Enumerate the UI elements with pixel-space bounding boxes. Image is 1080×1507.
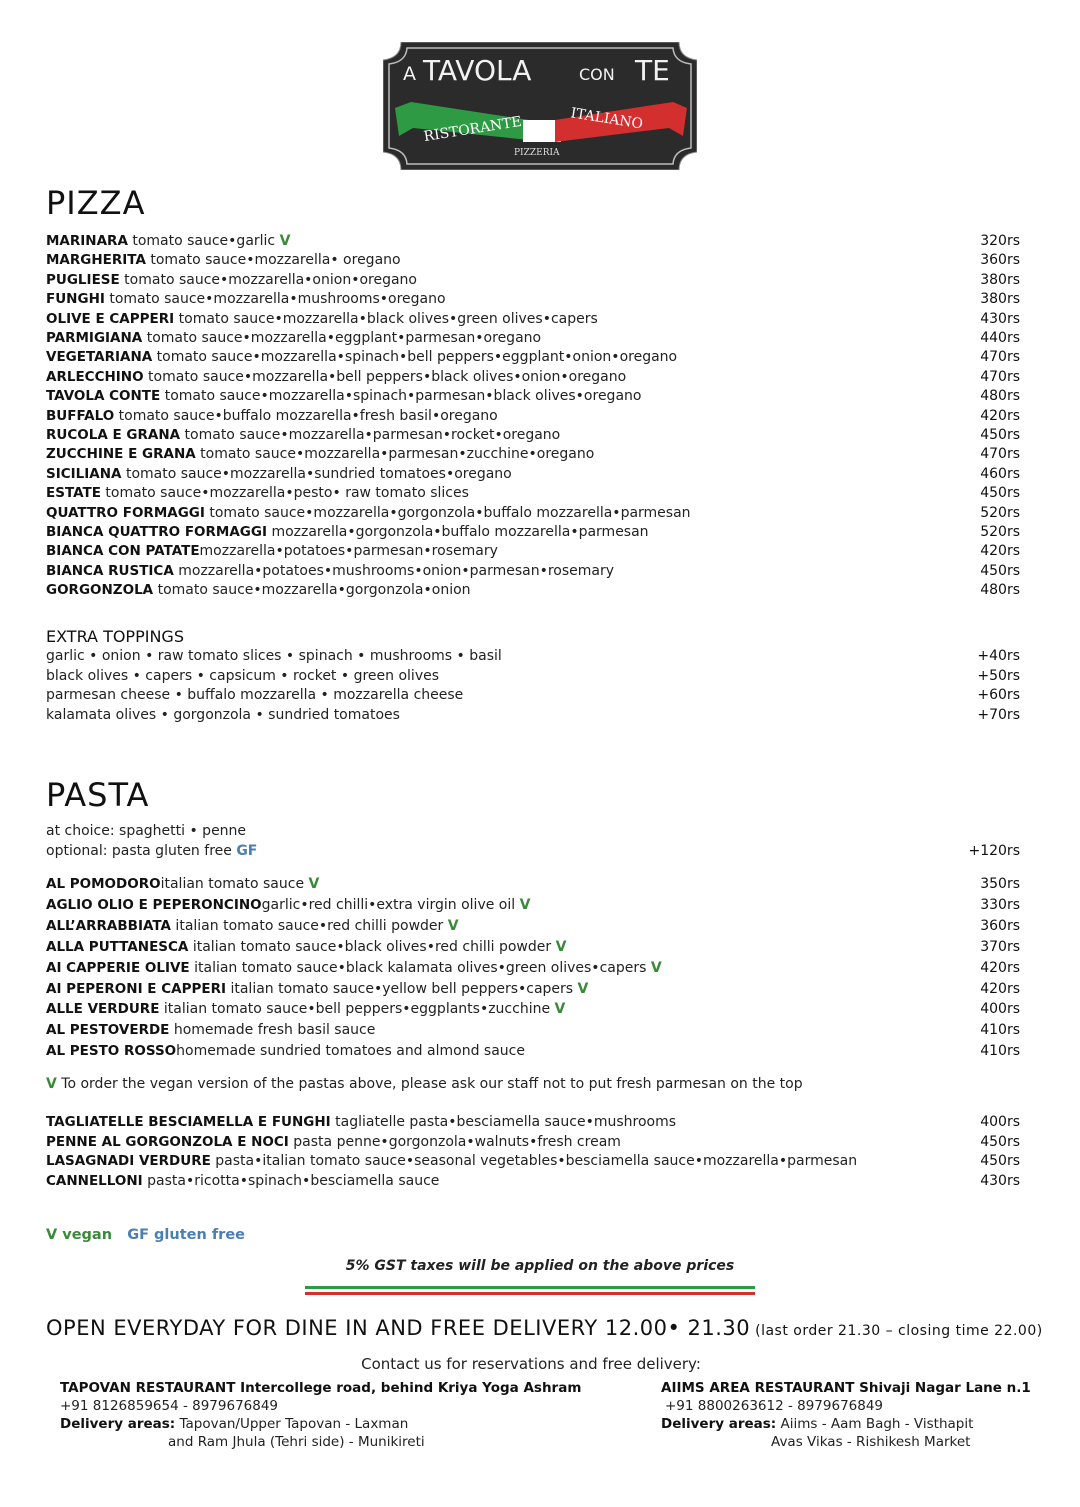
item-description: tomato sauce•buffalo mozzarella•fresh basil•oregano — [114, 407, 498, 424]
item-price: 520rs — [980, 524, 1020, 540]
item-name: AI PEPERONI E CAPPERI — [46, 980, 227, 997]
item-name: CANNELLONI — [46, 1172, 143, 1189]
item-description: italian tomato sauce•black kalamata olives•green olives•capers — [189, 959, 651, 976]
item-description: italian tomato sauce•bell peppers•eggplants•zucchine — [159, 1001, 555, 1018]
item-name: ALLA PUTTANESCA — [46, 938, 189, 955]
item-description: italian tomato sauce•black olives•red chilli powder — [188, 938, 556, 955]
item-description: tomato sauce•mozzarella•gorgonzola•buffalo mozzarella•parmesan — [204, 504, 691, 521]
item-price: 450rs — [980, 1153, 1020, 1169]
item-price: 330rs — [980, 896, 1020, 913]
menu-item — [46, 581, 1020, 600]
logo-word-tavola: TAVOLA — [423, 54, 532, 87]
item-description: tomato sauce•mozzarella•black olives•green olives•capers — [174, 310, 598, 327]
item-description: mozzarella•gorgonzola•buffalo mozzarella•parmesan — [267, 524, 649, 540]
item-description: tomato sauce•mozzarella•eggplant•parmesan•oregano — [142, 330, 542, 346]
menu-item — [46, 542, 1020, 561]
item-price: 350rs — [980, 876, 1020, 892]
item-price: 410rs — [980, 1022, 1020, 1039]
item-price: 430rs — [980, 1172, 1020, 1189]
item-name: AGLIO OLIO E PEPERONCINO — [46, 896, 262, 913]
item-price: 360rs — [980, 252, 1020, 269]
logo-ribbon-right: ITALIANO — [569, 105, 645, 133]
topping-list: parmesan cheese • buffalo mozzarella • mozzarella cheese — [46, 687, 464, 703]
item-price: 400rs — [980, 1001, 1020, 1018]
item-name: BIANCA CON PATATE — [46, 543, 200, 560]
menu-item — [46, 348, 1020, 367]
item-name: AL PESTOVERDE — [46, 1022, 170, 1039]
item-price: 370rs — [980, 938, 1020, 955]
menu-item — [46, 896, 1020, 915]
item-description: tomato sauce•mozzarella•spinach•parmesan•black olives•oregano — [160, 388, 642, 405]
item-name: OLIVE E CAPPERI — [46, 310, 175, 327]
item-description: tomato sauce•mozzarella•parmesan•rocket•oregano — [180, 427, 561, 443]
menu-item — [46, 1042, 1020, 1061]
pizza-section-title: PIZZA — [46, 184, 146, 222]
vegan-tag: V — [555, 938, 567, 955]
menu-item — [46, 251, 1020, 270]
pasta-section-title: PASTA — [46, 776, 150, 814]
legend-vegan: V vegan — [46, 1227, 113, 1243]
item-price: +70rs — [977, 706, 1020, 723]
item-price: 420rs — [980, 959, 1020, 976]
item-name: PENNE AL GORGONZOLA E NOCI — [46, 1133, 289, 1150]
item-description: homemade fresh basil sauce — [169, 1022, 376, 1039]
pasta-choice: at choice: spaghetti • penne — [46, 823, 247, 839]
item-name: AL POMODORO — [46, 876, 161, 892]
item-description: pasta•italian tomato sauce•seasonal vegetables•besciamella sauce•mozzarella•parmesan — [210, 1153, 858, 1169]
item-description: italian tomato sauce•red chilli powder — [170, 917, 448, 934]
item-description: mozzarella•potatoes•parmesan•rosemary — [199, 543, 498, 560]
menu-item — [46, 1113, 1020, 1132]
menu-item — [46, 465, 1020, 484]
item-price: 470rs — [980, 349, 1020, 366]
item-name: BUFFALO — [46, 407, 115, 424]
vegan-tag: V — [577, 980, 589, 997]
tapovan-restaurant-info: TAPOVAN RESTAURANT Intercollege road, behind Kriya Yoga Ashram +91 8126859654 - 8979676849 Delivery areas: Tapovan/Upper Tapovan - Laxman and Ram Jhula (Tehri side) - Munikireti — [60, 1380, 582, 1450]
logo-ribbon-left: RISTORANTE — [422, 113, 523, 146]
topping-list: garlic • onion • raw tomato slices • spinach • mushrooms • basil — [46, 648, 502, 664]
menu-item — [46, 368, 1020, 387]
item-name: BIANCA RUSTICA — [46, 562, 174, 579]
item-description: mozzarella•potatoes•mushrooms•onion•parmesan•rosemary — [173, 562, 615, 579]
item-name: QUATTRO FORMAGGI — [46, 504, 205, 521]
item-description: tomato sauce•mozzarella•parmesan•zucchine•oregano — [195, 446, 595, 463]
item-price: +50rs — [977, 667, 1020, 684]
vegan-tag: V — [308, 876, 320, 892]
menu-item — [46, 504, 1020, 523]
menu-item — [46, 917, 1020, 936]
item-description: tagliatelle pasta•besciamella sauce•mushrooms — [330, 1114, 677, 1130]
topping-list: black olives • capers • capsicum • rocket • green olives — [46, 667, 440, 684]
vegan-note: V To order the vegan version of the pastas above, please ask our staff not to put fresh parmesan on the top — [46, 1076, 803, 1092]
menu-item — [46, 310, 1020, 329]
topping-row — [46, 706, 1020, 725]
item-price: 420rs — [980, 543, 1020, 560]
item-description: garlic•red chilli•extra virgin olive oil — [261, 896, 520, 913]
tapovan-phone: +91 8126859654 - 8979676849 — [60, 1398, 279, 1414]
item-price: 450rs — [980, 1133, 1020, 1150]
logo-word-con: CON — [579, 65, 615, 84]
menu-item — [46, 271, 1020, 290]
topping-row — [46, 667, 1020, 686]
item-price: 380rs — [980, 291, 1020, 308]
item-name: AL PESTO ROSSO — [46, 1043, 177, 1060]
legend — [46, 1227, 245, 1243]
item-description: tomato sauce•mozzarella•mushrooms•oregano — [104, 291, 446, 308]
logo-word-a: A — [403, 63, 416, 85]
item-name: RUCOLA E GRANA — [46, 427, 181, 443]
menu-item — [46, 1000, 1020, 1019]
menu-item — [46, 1021, 1020, 1040]
item-name: PARMIGIANA — [46, 330, 143, 346]
vegan-tag: V — [279, 233, 291, 249]
contact-heading: Contact us for reservations and free delivery: — [361, 1355, 701, 1373]
item-description: pasta penne•gorgonzola•walnuts•fresh cream — [288, 1133, 621, 1150]
item-name: AI CAPPERIE OLIVE — [46, 959, 190, 976]
gluten-free-price: +120rs — [968, 843, 1020, 859]
item-price: +60rs — [977, 687, 1020, 703]
flag-stripe-red — [305, 1292, 755, 1295]
item-price: 380rs — [980, 271, 1020, 288]
item-description: tomato sauce•mozzarella•pesto• raw tomato slices — [100, 485, 469, 502]
item-price: 360rs — [980, 917, 1020, 934]
menu-item — [46, 875, 1020, 894]
item-name: BIANCA QUATTRO FORMAGGI — [46, 524, 267, 540]
item-name: LASAGNADI VERDURE — [46, 1153, 211, 1169]
item-price: 420rs — [980, 980, 1020, 997]
menu-item — [46, 523, 1020, 542]
item-price: 430rs — [980, 310, 1020, 327]
menu-item — [46, 445, 1020, 464]
topping-row — [46, 647, 1020, 666]
item-name: ALLE VERDURE — [46, 1001, 160, 1018]
item-price: 470rs — [980, 446, 1020, 463]
vegan-tag: V — [519, 896, 531, 913]
item-description: tomato sauce•mozzarella•sundried tomatoes•oregano — [121, 465, 512, 482]
restaurant-logo — [383, 42, 697, 170]
item-name: SICILIANA — [46, 465, 122, 482]
menu-item — [46, 959, 1020, 978]
item-name: MARGHERITA — [46, 252, 146, 269]
item-description: tomato sauce•mozzarella•onion•oregano — [119, 271, 417, 288]
vegan-tag: V — [554, 1001, 566, 1018]
extra-toppings-title: EXTRA TOPPINGS — [46, 627, 184, 646]
item-price: 460rs — [980, 465, 1020, 482]
item-description: homemade sundried tomatoes and almond sauce — [176, 1043, 525, 1060]
menu-item — [46, 1152, 1020, 1171]
item-name: FUNGHI — [46, 291, 105, 308]
topping-row — [46, 686, 1020, 705]
item-name: ARLECCHINO — [46, 368, 144, 385]
item-price: 420rs — [980, 407, 1020, 424]
menu-item — [46, 938, 1020, 957]
menu-item — [46, 562, 1020, 581]
item-price: 450rs — [980, 485, 1020, 502]
item-description: italian tomato sauce — [160, 876, 309, 892]
item-description: tomato sauce•mozzarella•gorgonzola•onion — [153, 582, 471, 599]
aiims-name: AIIMS AREA RESTAURANT Shivaji Nagar Lane n.1 — [661, 1380, 1031, 1396]
pasta-gluten-free-option: optional: pasta gluten free GF +120rs — [46, 843, 1020, 859]
item-price: 450rs — [980, 562, 1020, 579]
gluten-free-tag: GF — [236, 843, 258, 859]
tapovan-name: TAPOVAN RESTAURANT Intercollege road, behind Kriya Yoga Ashram — [60, 1380, 582, 1396]
item-name: ESTATE — [46, 485, 101, 502]
menu-item — [46, 407, 1020, 426]
vegan-tag: V — [650, 959, 662, 976]
menu-item — [46, 290, 1020, 309]
menu-item — [46, 232, 1020, 251]
item-name: VEGETARIANA — [46, 349, 153, 366]
item-price: 520rs — [980, 504, 1020, 521]
item-price: 320rs — [980, 233, 1020, 249]
item-description: pasta•ricotta•spinach•besciamella sauce — [142, 1172, 440, 1189]
aiims-restaurant-info: AIIMS AREA RESTAURANT Shivaji Nagar Lane n.1 +91 8800263612 - 8979676849 Delivery areas: Aiims - Aam Bagh - Visthapit Avas Vikas - Rishikesh Market — [661, 1380, 1031, 1450]
item-name: TAGLIATELLE BESCIAMELLA E FUNGHI — [46, 1114, 331, 1130]
item-description: tomato sauce•mozzarella•bell peppers•black olives•onion•oregano — [143, 368, 627, 385]
flag-stripe-green — [305, 1286, 755, 1289]
legend-gluten-free: GF gluten free — [127, 1227, 245, 1243]
vegan-tag: V — [447, 917, 459, 934]
gst-note: 5% GST taxes will be applied on the above prices — [345, 1258, 735, 1274]
menu-item — [46, 329, 1020, 348]
item-price: 470rs — [980, 368, 1020, 385]
item-price: 480rs — [980, 388, 1020, 405]
item-description: italian tomato sauce•yellow bell peppers•capers — [226, 980, 578, 997]
menu-item — [46, 980, 1020, 999]
item-name: TAVOLA CONTE — [46, 388, 161, 405]
item-price: 450rs — [980, 427, 1020, 443]
item-price: 440rs — [980, 330, 1020, 346]
item-price: +40rs — [977, 648, 1020, 664]
topping-list: kalamata olives • gorgonzola • sundried tomatoes — [46, 706, 400, 723]
item-description: tomato sauce•mozzarella•spinach•bell peppers•eggplant•onion•oregano — [152, 349, 678, 366]
menu-item — [46, 1172, 1020, 1191]
item-price: 480rs — [980, 582, 1020, 599]
item-price: 410rs — [980, 1043, 1020, 1060]
aiims-phone: +91 8800263612 - 8979676849 — [665, 1398, 884, 1414]
item-description: tomato sauce•mozzarella• oregano — [145, 252, 401, 269]
item-name: PUGLIESE — [46, 271, 120, 288]
opening-hours: OPEN EVERYDAY FOR DINE IN AND FREE DELIVERY 12.00• 21.30 (last order 21.30 – closing time 22.00) — [46, 1316, 1043, 1340]
menu-item — [46, 387, 1020, 406]
item-name: GORGONZOLA — [46, 582, 154, 599]
item-description: tomato sauce•garlic — [127, 233, 280, 249]
menu-item — [46, 1133, 1020, 1152]
item-name: ZUCCHINE E GRANA — [46, 446, 196, 463]
logo-word-te: TE — [635, 54, 670, 87]
item-name: MARINARA — [46, 233, 128, 249]
item-price: 400rs — [980, 1114, 1020, 1130]
menu-item — [46, 426, 1020, 445]
item-name: ALL’ARRABBIATA — [46, 917, 171, 934]
logo-sub: PIZZERIA — [514, 148, 560, 158]
menu-item — [46, 484, 1020, 503]
